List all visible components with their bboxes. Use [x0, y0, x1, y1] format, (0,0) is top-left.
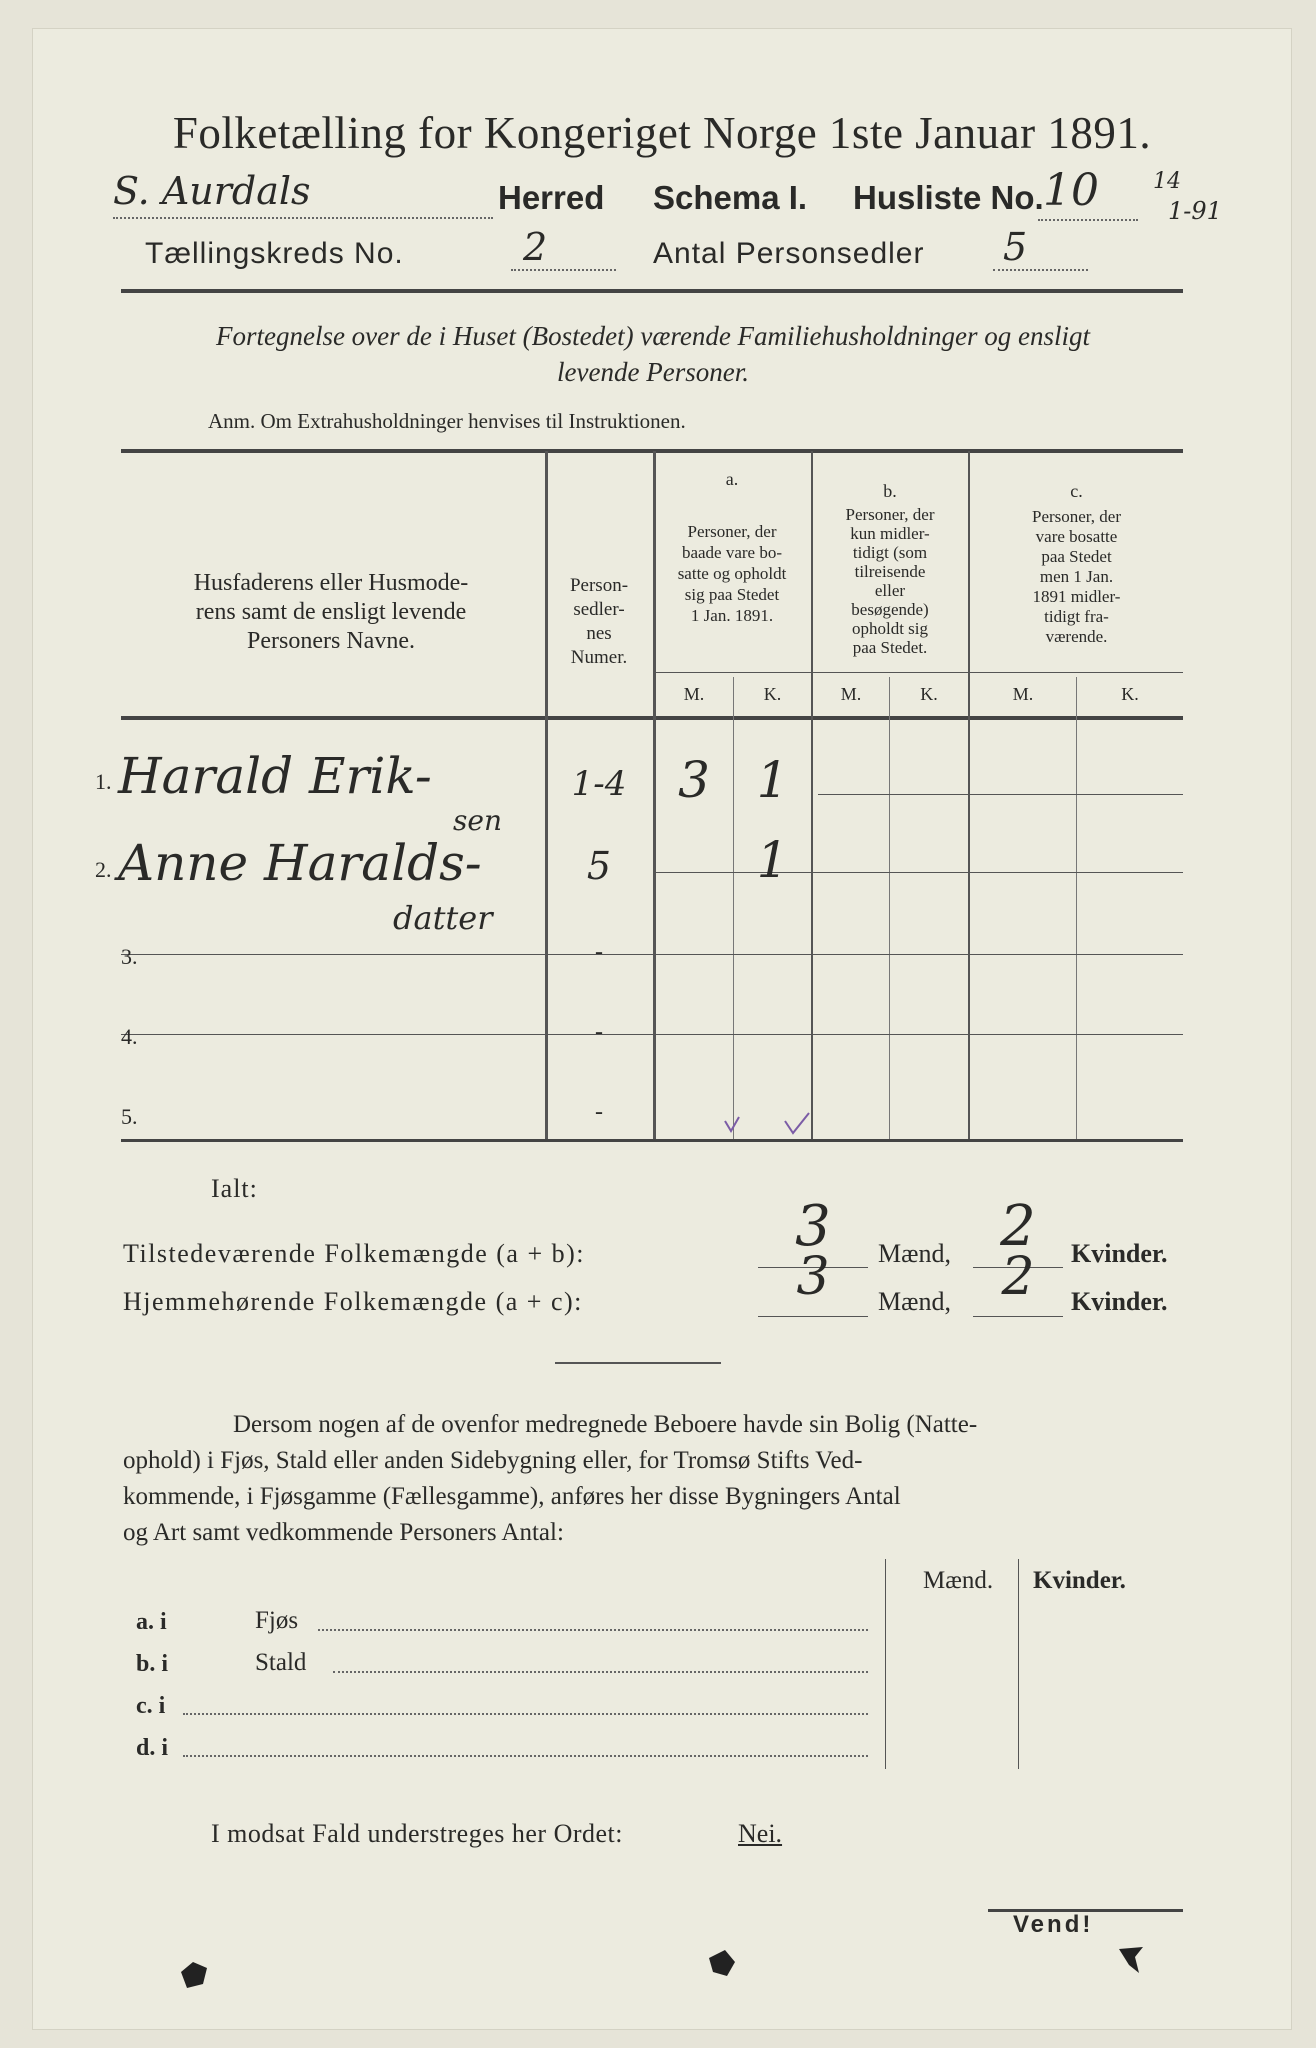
building-row-b-label: Stald [255, 1649, 307, 1676]
row-1-number: 1. [95, 769, 112, 794]
building-row-d-dots [183, 1755, 868, 1757]
row-2-num: 5 [586, 844, 612, 888]
form-title: Folketælling for Kongeriget Norge 1ste Januar 1891. [172, 108, 1152, 158]
buildings-paragraph: Dersom nogen af de ovenfor medregnede Beboere havde sin Bolig (Natte- ophold) i Fjøs, Stald eller anden Sidebygning eller, for Tromsø Stifts Ved- kommende, i Fjøsgamme (Fællesgamme), anføres her disse Bygningers Antal og Art samt vedkommende Personers Antal: [123, 1411, 978, 1546]
col-divider-c-mk [1076, 677, 1077, 1139]
row-4-number: 4. [121, 1024, 138, 1049]
row-3-number: 3. [121, 944, 138, 969]
husliste-label: Husliste No. [853, 179, 1044, 216]
husliste-underline [1038, 219, 1138, 221]
total-resident-kvinder: Kvinder. [1071, 1287, 1168, 1316]
date-note-bottom: 1-91 [1168, 197, 1222, 225]
table-top-rule [121, 449, 1183, 453]
row-3-rule [121, 954, 1183, 955]
row-2-name-cont: datter [393, 899, 493, 937]
header-b-letter: b. [883, 481, 897, 501]
col-divider-b-mk [889, 677, 890, 1139]
ink-blot-center [703, 1944, 743, 1984]
row-2-rule [653, 872, 1183, 873]
herred-value: S. Aurdals [113, 169, 311, 213]
separator-rule [555, 1362, 721, 1364]
row-1-rule [818, 794, 1183, 795]
total-resident-women-line [973, 1316, 1063, 1317]
herred-underline [113, 217, 493, 219]
row-1-a-m: 3 [678, 751, 710, 809]
census-form [32, 28, 1292, 2030]
a-m-header: M. [683, 684, 705, 704]
header-num-col: Person- sedler- nes Numer. [569, 575, 629, 668]
building-row-c-letter: c. i [136, 1693, 166, 1719]
herred-label: Herred [498, 179, 605, 216]
building-row-a-letter: a. i [136, 1609, 167, 1635]
buildings-men-header: Mænd. [923, 1567, 994, 1594]
intro-line-1: Fortegnelse over de i Huset (Bostedet) værende Familiehusholdninger og ensligt [215, 321, 1091, 351]
row-5-number: 5. [121, 1104, 138, 1129]
kreds-value: 2 [523, 225, 548, 269]
buildings-divider-2 [1018, 1559, 1019, 1769]
ialt-label: Ialt: [211, 1174, 258, 1203]
header-b-col: Personer, der kun midler- tidigt (som tilreisende eller besøgende) opholdt sig paa Stedet. [845, 505, 935, 657]
header-a-col: Personer, der baade vare bo- satte og opholdt sig paa Stedet 1 Jan. 1891. [677, 522, 787, 625]
header-c-letter: c. [1070, 481, 1083, 501]
header-c-col: Personer, der vare bosatte paa Stedet men 1 Jan. 1891 midler- tidigt fra- værende. [1031, 507, 1121, 646]
building-row-d-letter: d. i [136, 1735, 169, 1761]
total-present-men: 3 [795, 1194, 831, 1259]
buildings-women-header: Kvinder. [1033, 1567, 1126, 1594]
row-2-name: Anne Haralds- [118, 834, 482, 892]
modsat-text: I modsat Fald understreges her Ordet: [211, 1819, 624, 1848]
total-present-kvinder: Kvinder. [1071, 1239, 1168, 1268]
building-row-b-letter: b. i [136, 1651, 169, 1677]
total-resident-maend: Mænd, [878, 1287, 951, 1316]
row-3-num: - [595, 939, 603, 965]
b-m-header: M. [840, 684, 862, 704]
total-resident-label: Hjemmehørende Folkemængde (a + c): [123, 1287, 583, 1316]
row-1-name-cont: sen [453, 804, 502, 837]
header-a-letter: a. [725, 469, 739, 489]
antal-value: 5 [1003, 225, 1028, 269]
total-resident-men: 3 [796, 1247, 830, 1307]
vend-text: Vend! [1013, 1911, 1094, 1938]
anm-note: Anm. Om Extrahusholdninger henvises til Instruktionen. [208, 409, 686, 433]
row-1-a-k: 1 [756, 751, 789, 809]
row-2-number: 2. [95, 857, 112, 882]
ink-blot-left [173, 1954, 213, 1994]
table-header-rule [121, 716, 1183, 720]
nei-word: Nei. [738, 1819, 783, 1848]
b-k-header: K. [920, 684, 938, 704]
header-rule [121, 289, 1183, 293]
total-present-women: 2 [1000, 1194, 1036, 1259]
c-m-header: M. [1012, 684, 1034, 704]
kreds-underline [511, 269, 616, 271]
schema-label: Schema I. [653, 179, 808, 216]
kreds-label: Tællingskreds No. [145, 237, 404, 270]
total-resident-men-line [758, 1316, 868, 1317]
date-note-top: 14 [1153, 169, 1181, 194]
header-name-col: Husfaderens eller Husmode- rens samt de ensligt levende Personers Navne. [193, 570, 469, 654]
building-row-c-dots [183, 1713, 868, 1715]
a-k-header: K. [763, 684, 782, 704]
antal-label: Antal Personsedler [653, 237, 925, 270]
total-present-maend: Mænd, [878, 1239, 951, 1268]
total-resident-women: 2 [1001, 1247, 1035, 1307]
building-row-a-label: Fjøs [255, 1607, 299, 1634]
row-4-num: - [595, 1019, 603, 1045]
mk-rule [653, 672, 1183, 673]
total-present-label: Tilstedeværende Folkemængde (a + b): [123, 1239, 585, 1268]
buildings-divider-1 [885, 1559, 886, 1769]
row-2-a-k: 1 [756, 831, 789, 889]
ink-blot-right [1113, 1941, 1153, 1981]
building-row-b-dots [333, 1671, 868, 1673]
row-1-num: 1-4 [571, 764, 627, 804]
c-k-header: K. [1121, 684, 1139, 704]
intro-line-2: levende Personer. [557, 357, 749, 387]
antal-underline [993, 269, 1088, 271]
table-bottom-rule [121, 1139, 1183, 1142]
row-4-rule [121, 1034, 1183, 1035]
building-row-a-dots [318, 1629, 868, 1631]
check-marks [723, 1109, 833, 1139]
husliste-value: 10 [1043, 165, 1099, 216]
row-1-name: Harald Erik- [118, 747, 432, 805]
row-5-num: - [595, 1099, 603, 1125]
col-divider-a-mk [733, 677, 734, 1139]
